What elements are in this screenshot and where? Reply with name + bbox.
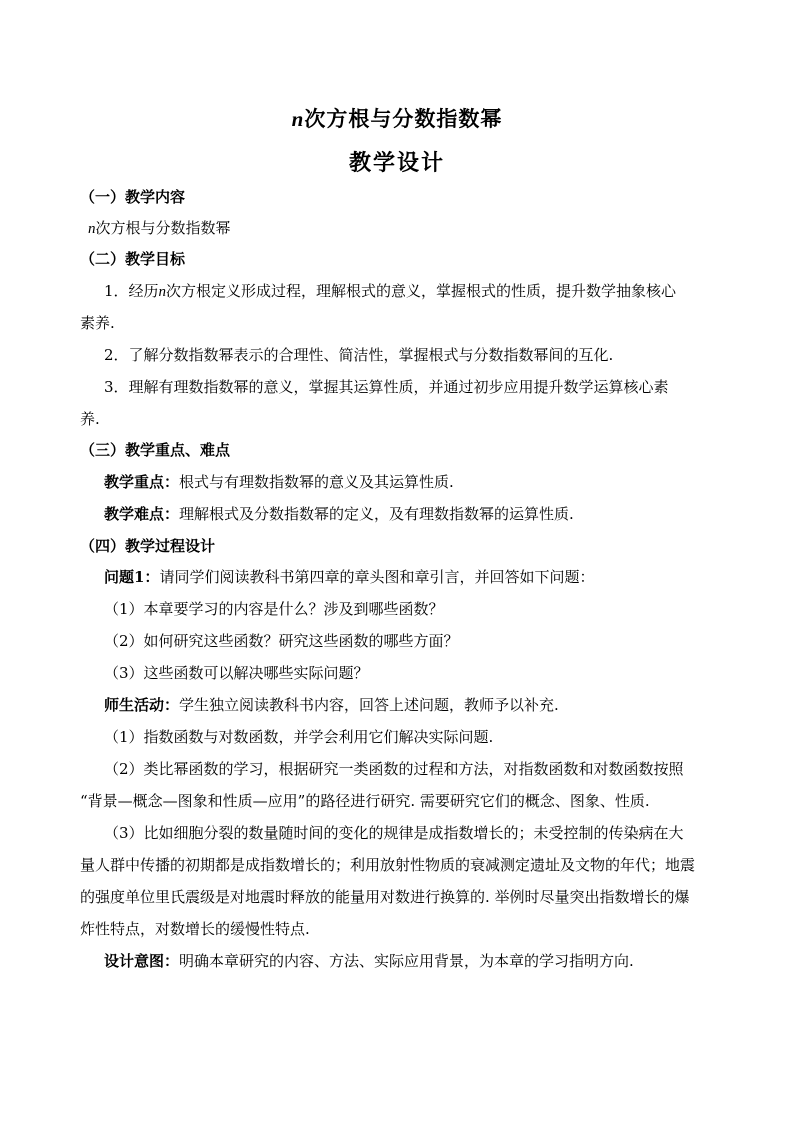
goal-2: 2．了解分数指数幂表示的合理性、简洁性，掌握根式与分数指数幂间的互化. bbox=[104, 346, 614, 364]
question-1-item-2: （2）如何研究这些函数？研究这些函数的哪些方面？ bbox=[104, 632, 459, 650]
difficult-point-text: 理解根式及分数指数幂的定义，及有理数指数幂的运算性质. bbox=[179, 505, 574, 523]
goal-1-line-1 bbox=[104, 281, 764, 302]
activity bbox=[104, 695, 764, 715]
design-intent-text: 明确本章研究的内容、方法、实际应用背景，为本章的学习指明方向. bbox=[179, 952, 634, 970]
key-point bbox=[104, 472, 764, 492]
goal-1-prefix: 1．经历 bbox=[104, 282, 159, 300]
question-1-label: 问题1： bbox=[104, 568, 160, 586]
question-1 bbox=[104, 567, 764, 587]
activity-label: 师生活动： bbox=[104, 696, 180, 714]
question-1-item-3: （3）这些函数可以解决哪些实际问题？ bbox=[104, 664, 369, 682]
answer-3-line-4: 炸性特点，对数增长的缓慢性特点. bbox=[80, 920, 310, 938]
answer-3-line-2: 量人群中传播的初期都是成指数增长的；利用放射性物质的衰减测定遗址及文物的年代；地震 bbox=[80, 856, 696, 874]
section-content-text bbox=[88, 218, 748, 239]
section-heading-focus: （三）教学重点、难点 bbox=[80, 441, 231, 459]
section-heading-content: （一）教学内容 bbox=[80, 188, 186, 206]
goal-3-line-2: 养. bbox=[80, 410, 100, 428]
goal-1-line-2: 素养. bbox=[80, 314, 115, 332]
content-n-variable: n bbox=[88, 221, 96, 237]
question-1-text: 请同学们阅读教科书第四章的章头图和章引言，并回答如下问题： bbox=[159, 568, 595, 586]
difficult-point-label: 教学难点： bbox=[104, 505, 180, 523]
answer-3-line-3: 的强度单位里氏震级是对地震时释放的能量用对数进行换算的. 举例时尽量突出指数增长的爆 bbox=[80, 888, 690, 906]
difficult-point bbox=[104, 504, 764, 524]
answer-3-line-1: （3）比如细胞分裂的数量随时间的变化的规律是成指数增长的；未受控制的传染病在大 bbox=[104, 824, 684, 842]
document-subtitle: 教学设计 bbox=[348, 150, 445, 176]
section-heading-process: （四）教学过程设计 bbox=[80, 537, 216, 555]
title-main: 次方根与分数指数幂 bbox=[304, 106, 503, 131]
section-heading-goals: （二）教学目标 bbox=[80, 250, 186, 268]
activity-text: 学生独立阅读教科书内容，回答上述问题，教师予以补充. bbox=[179, 696, 559, 714]
key-point-label: 教学重点： bbox=[104, 473, 180, 491]
answer-2-line-2: “背景—概念—图象和性质—应用”的路径进行研究. 需要研究它们的概念、图象、性质. bbox=[80, 792, 650, 810]
design-intent bbox=[104, 951, 764, 971]
question-1-item-1: （1）本章要学习的内容是什么？涉及到哪些函数？ bbox=[104, 600, 444, 618]
goal-1-text: 次方根定义形成过程，理解根式的意义，掌握根式的性质，提升数学抽象核心 bbox=[166, 282, 677, 300]
key-point-text: 根式与有理数指数幂的意义及其运算性质. bbox=[179, 473, 454, 491]
goal-1-n-variable: n bbox=[158, 284, 167, 300]
answer-1: （1）指数函数与对数函数，并学会利用它们解决实际问题. bbox=[104, 728, 494, 746]
answer-2-line-1: （2）类比幂函数的学习，根据研究一类函数的过程和方法，对指数函数和对数函数按照 bbox=[104, 760, 684, 778]
design-intent-label: 设计意图： bbox=[104, 952, 180, 970]
content-text: 次方根与分数指数幂 bbox=[95, 219, 231, 237]
document-title bbox=[0, 103, 794, 133]
title-n-variable: n bbox=[291, 107, 305, 131]
goal-3-line-1: 3．理解有理数指数幂的意义，掌握其运算性质，并通过初步应用提升数学运算核心素 bbox=[104, 378, 669, 396]
